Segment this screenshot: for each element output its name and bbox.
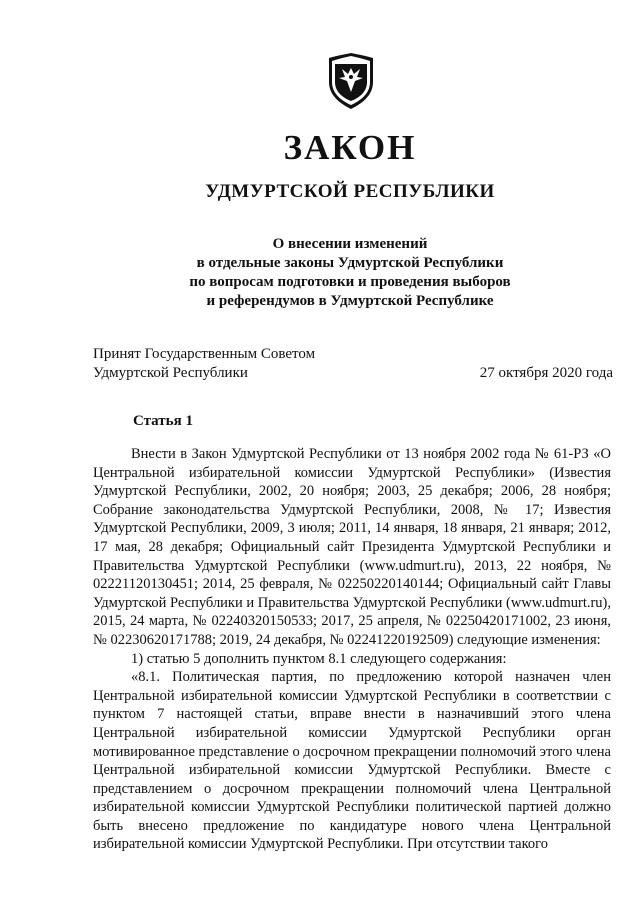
- law-subtitle: УДМУРТСКОЙ РЕСПУБЛИКИ: [205, 181, 495, 202]
- adopted-by-line-1: Принят Государственным Советом: [93, 346, 316, 362]
- adopted-by-line-2: Удмуртской Республики: [93, 365, 248, 381]
- adoption-block: [93, 345, 613, 383]
- law-title: ЗАКОН: [283, 128, 417, 167]
- heading-line: по вопросам подготовки и проведения выборов: [189, 274, 511, 290]
- paragraph: «8.1. Политическая партия, по предложению которой назначен член Центральной избирательной комиссии Удмуртской Республики в соответствии с пунктом 7 настоящей статьи, вправе внести в назначивший этого члена Центральной избирательной комиссии Удмуртской Республики орган мотивированное представление о досрочном прекращении полномочий этого члена Центральной избирательной комиссии Удмуртской Республики. Вместе с представлением о досрочном прекращении полномочий члена Центральной избирательной комиссии Удмуртской Республики политической партией должно быть внесено предложение по кандидатуре нового члена Центральной избирательной комиссии Удмуртской Республики. При отсутствии такого: [93, 669, 611, 853]
- heading-line: в отдельные законы Удмуртской Республики: [196, 255, 504, 271]
- heading-line: и референдумов в Удмуртской Республике: [206, 293, 494, 309]
- coat-of-arms-icon: [327, 52, 375, 110]
- adoption-date: 27 октября 2020 года: [479, 365, 613, 381]
- paragraph: Внести в Закон Удмуртской Республики от 13 ноября 2002 года № 61-РЗ «О Центральной избирательной комиссии Удмуртской Республики» (Известия Удмуртской Республики, 2002, 20 ноября; 2003, 25 декабря; 2006, 28 ноября; Собрание законодательства Удмуртской Республики, 2008, № 17; Известия Удмуртской Республики, 2009, 3 июля; 2011, 14 января, 18 января, 21 января; 2012, 17 мая, 28 декабря; Официальный сайт Президента Удмуртской Республики и Правительства Удмуртской Республики (www.udmurt.ru), 2013, 22 ноября, № 02221120130451; 2014, 25 февраля, № 02250220140144; Официальный сайт Главы Удмуртской Республики и Правительства Удмуртской Республики (www.udmurt.ru), 2015, 24 марта, № 02240320150533; 2017, 25 апреля, № 02250420171002, 23 июня, № 02230620171788; 2019, 24 декабря, № 02241220192509) следующие изменения:: [93, 446, 611, 648]
- heading-line: О внесении изменений: [272, 236, 428, 252]
- paragraph: 1) статью 5 дополнить пунктом 8.1 следующего содержания:: [131, 650, 507, 667]
- law-heading: [0, 235, 640, 311]
- article-body: [93, 445, 611, 854]
- article-title: Статья 1: [133, 413, 193, 429]
